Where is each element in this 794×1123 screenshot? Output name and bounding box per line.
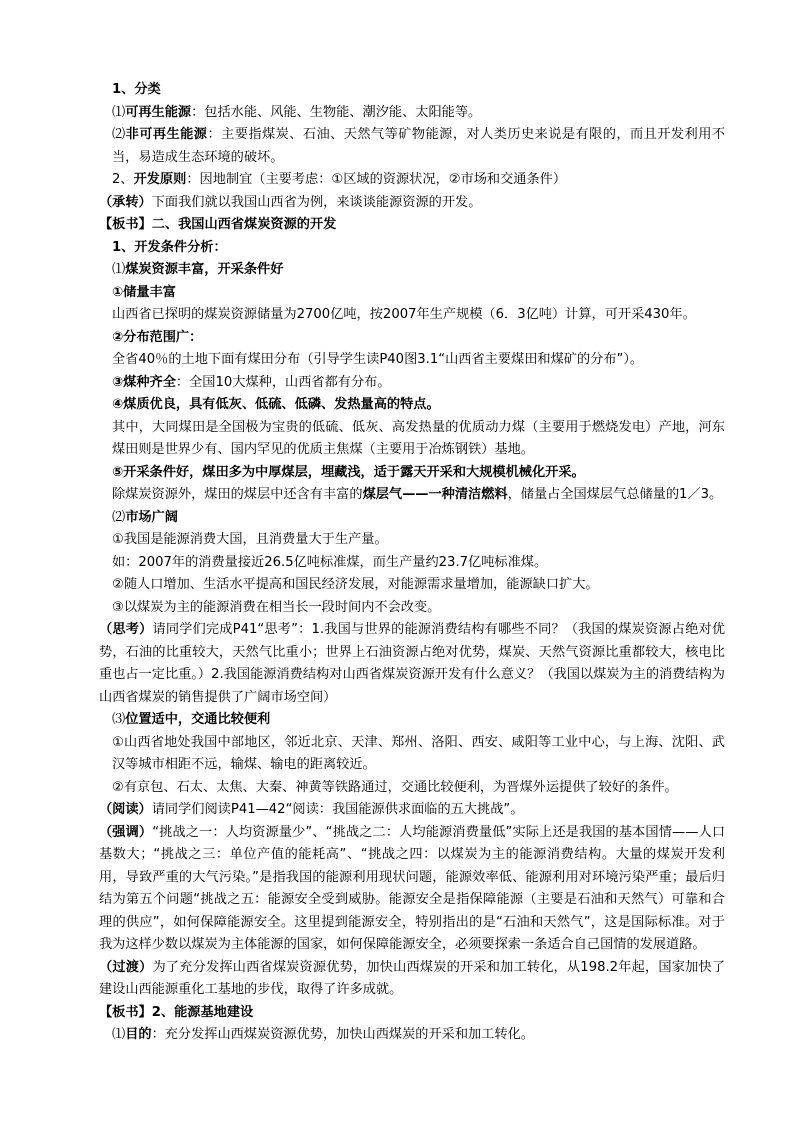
text-run: ：全国10大煤种，山西省都有分布。 bbox=[175, 374, 391, 390]
text-run: 【板书】二、我国山西省煤炭资源的开发 bbox=[99, 217, 337, 232]
paragraph-l21 bbox=[99, 574, 725, 597]
paragraph-l08 bbox=[99, 259, 725, 282]
text-run: 非可再生能源 bbox=[125, 127, 208, 142]
paragraph-l09 bbox=[99, 282, 725, 305]
paragraph-l10 bbox=[99, 304, 725, 327]
text-run: 1、开发条件分析： bbox=[112, 239, 227, 255]
text-run: ：包括水能、风能、生物能、潮汐能、太阳能等。 bbox=[191, 104, 482, 120]
text-run: 山西省已探明的煤炭资源储量为2700亿吨，按2007年生产规模（6．3亿吨）计算，可开采430年。 bbox=[112, 307, 696, 322]
text-run: 其中，大同煤田是全国极为宝贵的低硫、低灰、高发热量的优质动力煤（主要用于燃烧发电）产地，河东煤田则是世界少有、国内罕见的优质主焦煤（主要用于冶炼钢铁）基地。 bbox=[112, 419, 725, 457]
paragraph-l05 bbox=[99, 192, 725, 215]
text-run: 【板书】2、能源基地建设 bbox=[99, 1004, 254, 1020]
text-run: ①储量丰富 bbox=[112, 284, 176, 300]
paragraph-l29 bbox=[99, 957, 725, 1002]
text-run: ，储量占全国煤层气总储量的1／3。 bbox=[507, 487, 723, 502]
paragraph-l24 bbox=[99, 709, 725, 732]
text-run: 如：2007年的消费量接近26.5亿吨标准煤，而生产量约23.7亿吨标准煤。 bbox=[112, 554, 548, 570]
paragraph-l03 bbox=[99, 124, 725, 169]
text-run: 全省40％的土地下面有煤田分布（引导学生读P40图3.1“山西省主要煤田和煤矿的分布”）。 bbox=[112, 352, 644, 367]
text-run: ②有京包、石太、太焦、大秦、神黄等铁路通过，交通比较便利，为晋煤外运提供了较好的条件。 bbox=[112, 779, 678, 795]
text-run: “挑战之一：人均资源量少”、“挑战之二：人均能源消费量低”实际上还是我国的基本国情——人口基数大；“挑战之三：单位产值的能耗高”、“挑战之四：以煤炭为主的能源消费结构。大量的煤炭开发利用，导致严重的大气污染。”是指我国的能源利用现状问题，能源效率低、能源利用对环境污染严重；最后归结为第五个问题“挑战之五：能源安全受到威胁。能源安全是指保障能源（主要是石油和天然气）可靠和合理的供应”，如何保障能源安全。这里提到能源安全，特别指出的是“石油和天然气”，这是国际标准。对于我为这样少数以煤炭为主体能源的国家，如何保障能源安全，必须要探索一条适合自己国情的发展道路。 bbox=[99, 824, 726, 952]
paragraph-l26 bbox=[99, 777, 725, 800]
text-run: 下面我们就以我国山西省为例，来谈谈能源资源的开发。 bbox=[151, 194, 482, 210]
text-run: （思考） bbox=[99, 622, 153, 637]
paragraph-l12 bbox=[99, 349, 725, 372]
text-run: 2、 bbox=[112, 172, 134, 187]
text-run: ④煤质优良，具有低灰、低硫、低磷、发热量高的特点。 bbox=[112, 397, 440, 412]
text-run: 开发原则 bbox=[133, 172, 187, 187]
paragraph-l17 bbox=[99, 484, 725, 507]
paragraph-l01 bbox=[99, 79, 725, 102]
paragraph-l02 bbox=[99, 102, 725, 125]
text-run: 请同学们阅读P41—42“阅读：我国能源供求面临的五大挑战”。 bbox=[151, 802, 524, 817]
paragraph-l16 bbox=[99, 462, 725, 485]
text-run: ⑵ bbox=[112, 509, 126, 525]
paragraph-l14 bbox=[99, 394, 725, 417]
paragraph-l27 bbox=[99, 799, 725, 822]
paragraph-l07 bbox=[99, 237, 725, 260]
paragraph-l04 bbox=[99, 169, 725, 192]
paragraph-l15 bbox=[99, 417, 725, 462]
paragraph-l31 bbox=[99, 1024, 725, 1047]
paragraph-l18 bbox=[99, 507, 725, 530]
text-run: ②随人口增加、生活水平提高和国民经济发展，对能源需求量增加，能源缺口扩大。 bbox=[112, 577, 599, 592]
paragraph-l06 bbox=[99, 214, 725, 237]
text-run: ：因地制宜（主要考虑：①区域的资源状况，②市场和交通条件） bbox=[186, 172, 567, 187]
text-run: 为了充分发挥山西省煤炭资源优势，加快山西煤炭的开采和加工转化，从198.2年起，国家加快了建设山西能源重化工基地的步伐，取得了许多成就。 bbox=[99, 959, 726, 997]
text-run: ③以煤炭为主的能源消费在相当长一段时间内不会改变。 bbox=[112, 599, 441, 615]
paragraph-l23 bbox=[99, 619, 725, 709]
document-page bbox=[99, 79, 725, 1047]
paragraph-l13 bbox=[99, 372, 725, 395]
text-run: 请同学们完成P41“思考”：1.我国与世界的能源消费结构有哪些不同？（我国的煤炭资源占绝对优势，石油的比重较大，天然气比重小；世界上石油资源占绝对优势，煤炭、天然气资源比重都较大，核电比重也占一定比重。）2.我国能源消费结构对山西省煤炭资源开发有什么意义？（我国以煤炭为主的消费结构为山西省煤炭的销售提供了广阔市场空间） bbox=[99, 622, 726, 705]
paragraph-l11 bbox=[99, 327, 725, 350]
text-run: （阅读） bbox=[99, 802, 152, 817]
paragraph-l19 bbox=[99, 529, 725, 552]
text-run: （强调） bbox=[99, 824, 153, 840]
text-run: ⑶ bbox=[112, 712, 126, 727]
text-run: 煤层气——一种清洁燃料 bbox=[362, 487, 508, 502]
paragraph-l28 bbox=[99, 822, 725, 957]
text-run: 目的 bbox=[125, 1027, 152, 1042]
paragraph-l25 bbox=[99, 732, 725, 777]
text-run: ②分布范围广： bbox=[112, 329, 203, 345]
text-run: ⑴ bbox=[112, 1027, 126, 1042]
text-run: 位置适中，交通比较便利 bbox=[125, 712, 271, 727]
text-run: ⑴ bbox=[112, 262, 126, 277]
paragraph-l22 bbox=[99, 597, 725, 620]
paragraph-l20 bbox=[99, 552, 725, 575]
text-run: （过渡） bbox=[99, 959, 153, 975]
text-run: ⑤开采条件好，煤田多为中厚煤层，埋藏浅，适于露天开采和大规模机械化开采。 bbox=[112, 464, 585, 480]
text-run: 除煤炭资源外，煤田的煤层中还含有丰富的 bbox=[112, 487, 363, 502]
paragraph-l30 bbox=[99, 1002, 725, 1025]
text-run: 市场广阔 bbox=[125, 509, 178, 525]
text-run: ：主要指煤炭、石油、天然气等矿物能源，对人类历史来说是有限的，而且开发利用不当，易造成生态环境的破坏。 bbox=[112, 127, 726, 165]
text-run: 1、分类 bbox=[112, 82, 161, 97]
text-run: ⑴ bbox=[112, 104, 126, 120]
text-run: 煤炭资源丰富，开采条件好 bbox=[125, 262, 284, 277]
text-run: ⑵ bbox=[112, 127, 126, 142]
text-run: ③煤种齐全 bbox=[112, 374, 176, 390]
text-run: ：充分发挥山西煤炭资源优势，加快山西煤炭的开采和加工转化。 bbox=[151, 1027, 534, 1042]
text-run: ①我国是能源消费大国，且消费量大于生产量。 bbox=[112, 532, 388, 547]
text-run: （承转） bbox=[99, 194, 152, 210]
text-run: 可再生能源 bbox=[125, 104, 192, 120]
text-run: ①山西省地处我国中部地区，邻近北京、天津、郑州、洛阳、西安、咸阳等工业中心，与上海、沈阳、武汉等城市相距不远，输煤、输电的距离较近。 bbox=[112, 734, 725, 772]
